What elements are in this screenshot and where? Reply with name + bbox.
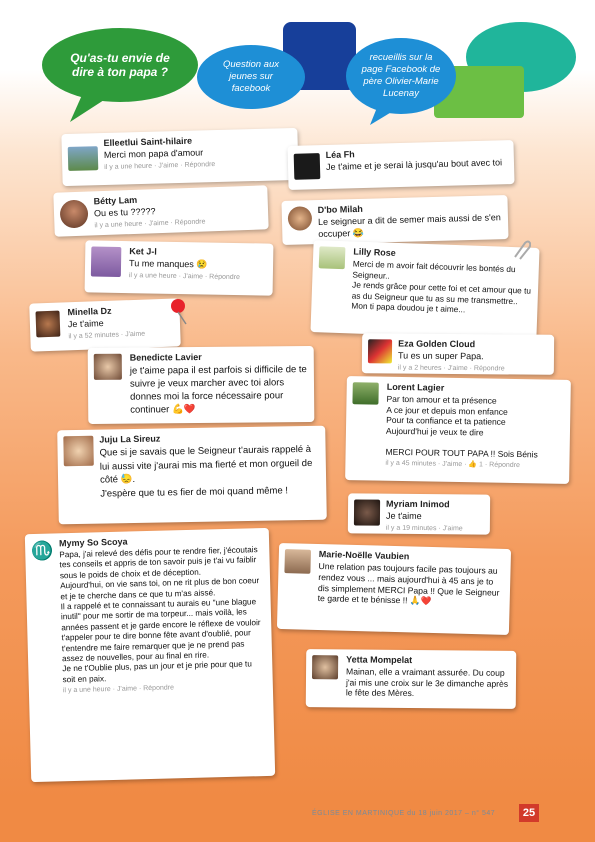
comment-card-lorent (345, 376, 571, 484)
avatar (312, 655, 338, 679)
comment-text: Tu me manques 😢 (128, 258, 208, 270)
avatar (352, 382, 378, 404)
comment-card-marie-noelle (277, 543, 511, 635)
comment-author: D'bo Milah (317, 203, 363, 216)
comment-text: Le seigneur a dit de semer mais aussi de s'en occuper 😂 (317, 212, 501, 239)
comment-meta: il y a une heure · J'aime · Répondre (104, 160, 216, 171)
bubble-collected (346, 38, 456, 114)
comment-author: Mymy So Scoya (58, 536, 128, 549)
avatar (319, 246, 346, 269)
comment-meta: il y a 45 minutes · J'aime · 👍 1 · Répondre (385, 459, 521, 470)
comment-card-lea (287, 140, 514, 190)
comment-text: Papa, j'ai relevé des défis pour te rendre fier, j'écoutais tes conseils et appris de ton savoir puis je t'ai vu faiblir sous le poids de choix et de déception. Aujourd'hui, on vie sans toi, on ne rit plus de bon coeur et je te cherche dans ce que tu m'as aissé. Il a rappelé et te connaissant tu aurais eu "une blague inutil" pour me sortir de ma torpeur... mais voilà, les années passent et je garde encore le réflexe de vouloir t'appeler pour te dire bonne fête avant d'oublié, pour t'entendre me faire remarquer que je ne prend pas assez de nouvelles, pour au final en rire. Je ne t'Oublie plus, pas un jour et je prie pour que tu soit en paix. (59, 545, 261, 685)
bubble-main-question (42, 28, 198, 102)
comment-author: Lorent Lagier (386, 381, 445, 393)
red-pin-icon (166, 296, 190, 326)
comment-card-lilly (310, 240, 539, 340)
collected-text: recueillis sur la page Facebook de père Olivier-Marie Lucenay (361, 52, 441, 99)
comment-author: Ket J-l (129, 246, 157, 257)
comment-text: Merci mon papa d'amour (103, 147, 204, 160)
avatar (288, 206, 313, 231)
comment-meta: il y a 2 heures · J'aime · Répondre (397, 363, 505, 372)
comment-card-minella (29, 298, 181, 351)
avatar (354, 499, 380, 525)
comment-author: Lilly Rose (353, 246, 396, 258)
avatar (60, 200, 89, 229)
comment-author: Léa Fh (325, 149, 355, 160)
avatar (63, 436, 94, 467)
comment-meta: il y a une heure · J'aime · Répondre (94, 217, 206, 229)
comment-text: Merci de m avoir fait découvrir les bontés du Seigneur.. Je rends grâce pour cette foi et cet amour que tu as du Seigneur que tu as su me transmettre.. Mon ti papa doudou je t aime... (351, 258, 532, 315)
comment-card-juju (57, 426, 327, 525)
comment-card-benedicte (88, 346, 315, 424)
comment-text: Que si je savais que le Seigneur t'aurais rappelé à lui aussi vite j'aurai mis ma fierté et mon orgueil de côté 😓. J'espère que tu es fier de moi quand même ! (99, 443, 313, 500)
comment-author: Elleetlui Saint-hilaire (103, 135, 193, 148)
comment-author: Yetta Mompelat (346, 654, 413, 666)
comment-text: Par ton amour et ta présence A ce jour et depuis mon enfance Pour ta confiance et ta patience Aujourd'hui je veux te dire MERCI POUR TOUT PAPA !! Sois Bénis (385, 393, 538, 459)
comment-card-myriam (348, 493, 490, 534)
comment-meta: il y a 52 minutes · J'aime (68, 330, 146, 340)
avatar (35, 311, 60, 338)
paperclip-icon (511, 239, 531, 261)
comment-text: Je t'aime (67, 318, 104, 330)
avatar-zodiac-icon: ♏ (30, 540, 54, 562)
page-footer: ÉGLISE EN MARTINIQUE du 18 juin 2017 – n° 547 (312, 810, 496, 817)
avatar (294, 153, 321, 180)
comment-text: Tu es un super Papa. (397, 350, 484, 362)
comment-meta: il y a 19 minutes · J'aime (385, 524, 463, 532)
comment-author: Minella Dz (67, 305, 112, 318)
comment-text: Je t'aime et je serai là jusqu'au bout avec toi (325, 157, 503, 172)
comment-author: Marie-Noëlle Vaubien (318, 549, 410, 562)
comment-text: Une relation pas toujours facile pas toujours au rendez vous ... mais aujourd'hui à 45 ans je to dis simplement MERCI Papa !! Que le Seigneur te garde et te bénisse !! 🙏❤️ (317, 561, 500, 607)
avatar (68, 146, 99, 171)
comment-author: Benedicte Lavier (129, 351, 202, 363)
comment-card-dbo (281, 195, 508, 245)
comment-meta: il y a une heure · J'aime · Répondre (62, 684, 175, 695)
comment-text: Mainan, elle a vraimant assurée. Du coup j'ai mis une croix sur le 3e dimanche après le fête des Mères. (345, 666, 509, 699)
comment-text: Je t'aime (385, 510, 422, 522)
comment-author: Eza Golden Cloud (398, 338, 476, 350)
comment-text: Ou es tu ????? (93, 206, 156, 219)
page-number: 25 (519, 804, 539, 822)
comment-author: Myriam Inimod (386, 498, 450, 510)
comment-text: je t'aime papa il est parfois si difficile de te suivre je veux marcher avec toi alors donnes moi la force nécessaire pour continuer 💪❤️ (129, 364, 307, 416)
comment-card-eza (362, 333, 554, 375)
avatar (284, 549, 311, 574)
avatar (368, 339, 392, 363)
comment-author: Bétty Lam (93, 194, 138, 207)
comment-card-ket (85, 240, 274, 295)
avatar (94, 354, 122, 380)
comment-card-elleetlui (61, 128, 298, 186)
question-source-text: Question aux jeunes sur facebook (223, 59, 279, 94)
bubble-question-source (197, 45, 305, 109)
main-question-text: Qu'as-tu envie de dire à ton papa ? (70, 51, 170, 79)
comment-author: Juju La Sireuz (99, 433, 161, 445)
avatar (91, 246, 122, 277)
comment-card-betty (53, 185, 268, 236)
comment-card-yetta (306, 649, 516, 709)
comment-meta: il y a une heure · J'aime · Répondre (128, 271, 240, 281)
comment-card-mymy (25, 528, 275, 782)
